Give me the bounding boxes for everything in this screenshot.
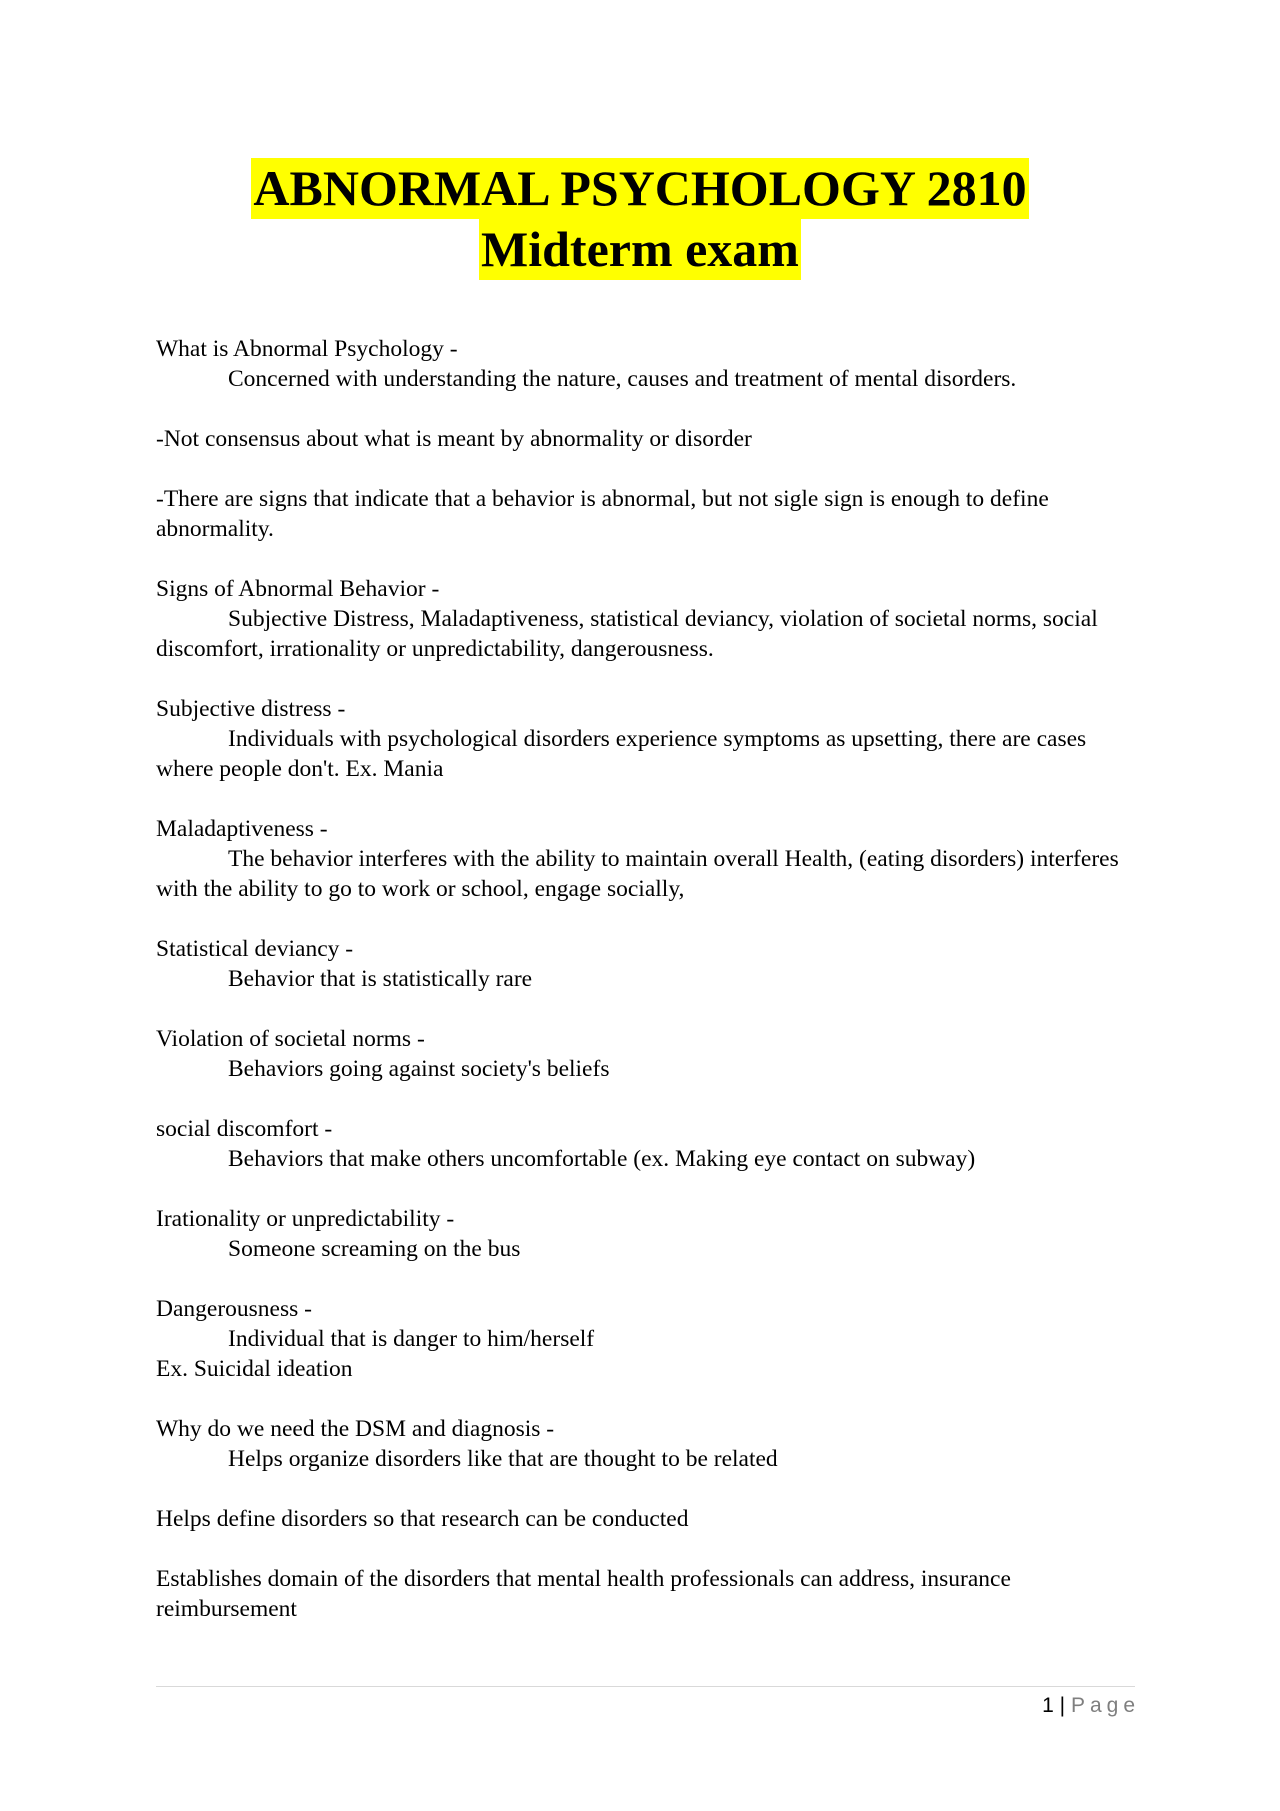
section-establishes-domain [156,1564,1136,1624]
section-define-disorders [156,1504,1136,1534]
section-statistical-deviancy [156,934,1136,994]
page-label: Page [1070,1694,1140,1717]
paragraph: Helps define disorders so that research can be conducted [156,1506,689,1532]
section-heading: Signs of Abnormal Behavior - [156,576,440,602]
paragraph: -Not consensus about what is meant by abnormality or disorder [156,426,752,452]
section-signs-of-abnormal-behavior [156,574,1136,664]
section-answer: Behaviors going against society's beliefs [228,1056,610,1082]
title-line-exam: Midterm exam [479,219,801,280]
section-heading: Irationality or unpredictability - [156,1206,455,1232]
section-answer: Helps organize disorders like that are thought to be related [228,1446,778,1472]
section-maladaptiveness [156,814,1136,904]
footer-divider [156,1686,1135,1687]
paragraph: -There are signs that indicate that a behavior is abnormal, but not sigle sign is enough to define abnormality. [156,486,1049,542]
document-body [156,334,1136,1654]
page-number: 1 [1042,1694,1054,1717]
section-answer: Individual that is danger to him/herself [228,1326,595,1352]
section-heading: What is Abnormal Psychology - [156,336,458,362]
section-example: Ex. Suicidal ideation [156,1356,353,1382]
section-heading: Dangerousness - [156,1296,312,1322]
section-dangerousness [156,1294,1136,1384]
section-answer: The behavior interferes with the ability to maintain overall Health, (eating disorders) interferes with the ability to go to work or school, engage socially, [156,846,1119,902]
section-no-consensus [156,424,1136,454]
section-violation-of-societal-norms [156,1024,1136,1084]
title-line-course: ABNORMAL PSYCHOLOGY 2810 [251,158,1028,219]
section-answer: Behavior that is statistically rare [228,966,533,992]
section-heading: Violation of societal norms - [156,1026,425,1052]
section-irrationality [156,1204,1136,1264]
section-heading: Statistical deviancy - [156,936,354,962]
section-answer: Someone screaming on the bus [228,1236,521,1262]
section-answer: Concerned with understanding the nature, causes and treatment of mental disorders. [228,366,1017,392]
section-what-is-abnormal-psychology [156,334,1136,394]
section-social-discomfort [156,1114,1136,1174]
section-answer: Behaviors that make others uncomfortable (ex. Making eye contact on subway) [228,1146,976,1172]
page-footer [900,1692,1140,1720]
section-answer: Individuals with psychological disorders experience symptoms as upsetting, there are cases where people don't. Ex. Mania [156,726,1087,782]
section-why-dsm [156,1414,1136,1474]
paragraph: Establishes domain of the disorders that mental health professionals can address, insurance reimbursement [156,1566,1011,1622]
document-title [0,158,1280,280]
section-heading: Why do we need the DSM and diagnosis - [156,1416,555,1442]
section-heading: Maladaptiveness - [156,816,328,842]
section-subjective-distress [156,694,1136,784]
section-signs-indicate [156,484,1136,544]
section-heading: social discomfort - [156,1116,333,1142]
section-answer: Subjective Distress, Maladaptiveness, statistical deviancy, violation of societal norms, social discomfort, irrationality or unpredictability, dangerousness. [156,606,1098,662]
footer-separator: | [1059,1694,1066,1717]
section-heading: Subjective distress - [156,696,346,722]
